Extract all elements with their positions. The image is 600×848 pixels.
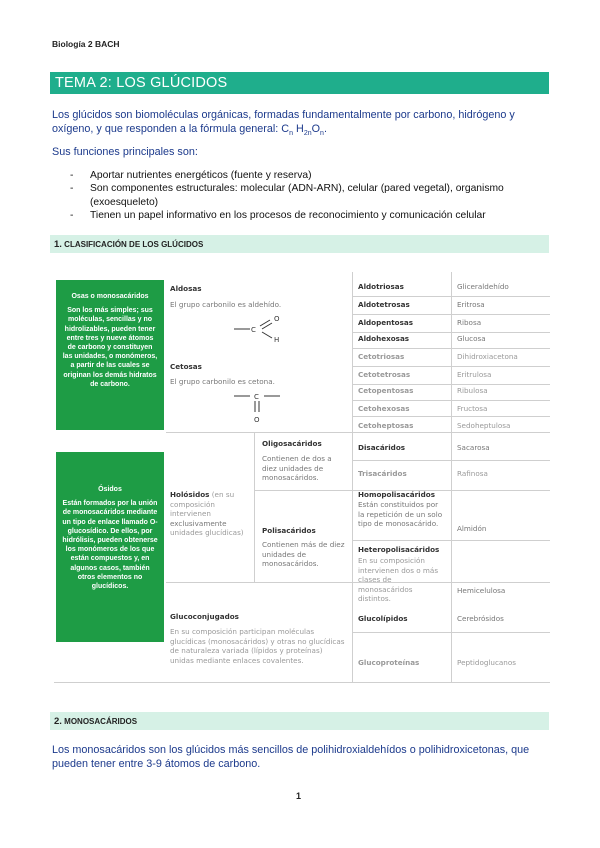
grid-line	[352, 416, 550, 417]
aldopentosas-label: Aldopentosas	[358, 318, 414, 327]
cetoheptosas-example: Sedoheptulosa	[457, 421, 511, 430]
homopolisacaridos-title: Homopolisacáridos	[358, 490, 435, 499]
homopolisacaridos-description: Están constituidos por la repetición de un solo tipo de monosacárido.	[358, 500, 443, 528]
svg-text:H: H	[274, 336, 280, 344]
osas-box	[56, 280, 164, 430]
section-2-heading: 2. MONOSACÁRIDOS	[54, 716, 138, 727]
grid-line	[352, 384, 550, 385]
cetoheptosas-label: Cetoheptosas	[358, 421, 414, 430]
ketone-group-diagram	[230, 388, 290, 424]
aldotriosas-label: Aldotriosas	[358, 282, 404, 291]
svg-text:O: O	[254, 416, 260, 424]
functions-list	[70, 169, 550, 223]
aldotetrosas-example: Eritrosa	[457, 300, 485, 309]
glucolipidos-label: Glucolípidos	[358, 614, 408, 623]
grid-line	[352, 314, 550, 315]
cetotetrosas-label: Cetotetrosas	[358, 370, 411, 379]
glucolipidos-example: Cerebrósidos	[457, 614, 504, 623]
cetopentosas-label: Cetopentosas	[358, 386, 414, 395]
grid-line	[352, 348, 550, 349]
grid-line	[352, 540, 550, 541]
classification-table	[54, 272, 550, 684]
heteropolisacaridos-example: Hemicelulosa	[457, 586, 506, 595]
osidos-box	[56, 452, 164, 642]
cetotriosas-label: Cetotriosas	[358, 352, 405, 361]
heteropolisacaridos-title: Heteropolisacáridos	[358, 545, 440, 554]
topic-title-bar	[50, 72, 549, 94]
aldohexosas-example: Glucosa	[457, 334, 486, 343]
aldosas-title: Aldosas	[170, 284, 202, 293]
glucoproteinas-label: Glucoproteínas	[358, 658, 420, 667]
grid-line	[451, 272, 452, 682]
section-1-heading: 1. CLASIFICACIÓN DE LOS GLÚCIDOS	[54, 239, 204, 250]
grid-line	[352, 296, 550, 297]
polisacaridos-description: Contienen más de diez unidades de monosacáridos.	[262, 540, 345, 568]
monosacaridos-paragraph: Los monosacáridos son los glúcidos más sencillos de polihidroxialdehídos o polihidroxicetonas, que pueden tener entre 3-9 átomos de carbono.	[52, 744, 530, 770]
cetohexosas-example: Fructosa	[457, 404, 488, 413]
page-number: 1	[296, 791, 302, 801]
glucoproteinas-example: Peptidoglucanos	[457, 658, 517, 667]
general-formula: $C_n$ $H_{2n}O_n$.	[281, 123, 327, 138]
grid-line	[352, 366, 550, 367]
cetotriosas-example: Dihidroxiacetona	[457, 352, 518, 361]
homopolisacaridos-example: Almidón	[457, 524, 487, 533]
osidos-description: Están formados por la unión de monosacáridos mediante un tipo de enlace llamado O-glucosídico. De ellos, por hidrólisis, pueden obtenerse los monómeros de los que están compuestos y, en algunos casos, también otros elementos no glucídicos.	[62, 500, 158, 591]
functions-title: Sus funciones principales son:	[52, 146, 198, 158]
intro-paragraph	[52, 108, 547, 141]
aldosas-description: El grupo carbonilo es aldehído.	[170, 300, 282, 309]
list-item: - Son componentes estructurales: molecular (ADN-ARN), celular (pared vegetal), organismo (exoesqueleto)	[70, 182, 550, 209]
aldotetrosas-label: Aldotetrosas	[358, 300, 410, 309]
disacaridos-example: Sacarosa	[457, 443, 490, 452]
holosidos-description: Holósidos (en su composición intervienen exclusivamente unidades glucídicas)	[170, 490, 244, 537]
heteropolisacaridos-description: En su composición intervienen dos o más clases de monosacáridos distintos.	[358, 556, 439, 603]
polisacaridos-title: Polisacáridos	[262, 526, 316, 535]
osas-title: Osas o monosacáridos	[71, 293, 149, 300]
intro-text: Los glúcidos son biomoléculas orgánicas, formadas fundamentalmente por carbono, hidrógeno y oxígeno, y que responden a la fórmula general:	[52, 109, 515, 135]
cetopentosas-example: Ribulosa	[457, 386, 488, 395]
grid-line	[352, 332, 550, 333]
aldehyde-group-diagram	[230, 312, 300, 348]
cetosas-title: Cetosas	[170, 362, 202, 371]
trisacaridos-example: Rafinosa	[457, 469, 488, 478]
grid-line	[352, 460, 550, 461]
glucoconjugados-title: Glucoconjugados	[170, 612, 239, 621]
section-1-bar	[50, 235, 549, 253]
disacaridos-label: Disacáridos	[358, 443, 406, 452]
cetosas-description: El grupo carbonilo es cetona.	[170, 377, 275, 386]
svg-text:O: O	[274, 315, 280, 323]
grid-line	[352, 272, 353, 682]
aldotriosas-example: Gliceraldehído	[457, 282, 509, 291]
list-item: - Tienen un papel informativo en los procesos de reconocimiento y comunicación celular	[70, 209, 550, 222]
cetotetrosas-example: Eritrulosa	[457, 370, 492, 379]
trisacaridos-label: Trisacáridos	[358, 469, 407, 478]
grid-line	[254, 432, 255, 582]
osas-description: Son los más simples; sus moléculas, sencillas y no hidrolizables, pueden tener entre tres y nueve átomos de carbono y constituyen las unidades, o monómeros, a partir de las cuales se originan los demás hidratos de carbono.	[62, 307, 158, 388]
grid-line	[166, 432, 550, 433]
glucoconjugados-description: En su composición participan moléculas glucídicas (monosacáridos) y otras no glucídicas de naturaleza variada (lípidos y proteínas) unidas mediante enlaces covalentes.	[170, 627, 345, 665]
grid-line	[54, 682, 550, 683]
aldohexosas-label: Aldohexosas	[358, 334, 410, 343]
grid-line	[352, 632, 550, 633]
oligosacaridos-description: Contienen de dos a diez unidades de monosacáridos.	[262, 454, 332, 482]
oligosacaridos-title: Oligosacáridos	[262, 439, 322, 448]
section-2-bar	[50, 712, 549, 730]
svg-text:C: C	[254, 393, 259, 401]
topic-title: TEMA 2: LOS GLÚCIDOS	[55, 75, 228, 91]
document-header: Biología 2 BACH	[52, 39, 120, 49]
cetohexosas-label: Cetohexosas	[358, 404, 410, 413]
aldopentosas-example: Ribosa	[457, 318, 482, 327]
grid-line	[352, 400, 550, 401]
svg-text:C: C	[251, 326, 256, 334]
list-item: - Aportar nutrientes energéticos (fuente y reserva)	[70, 169, 550, 182]
holosidos-title: Holósidos	[170, 490, 210, 499]
osidos-title: Ósidos	[98, 486, 122, 493]
